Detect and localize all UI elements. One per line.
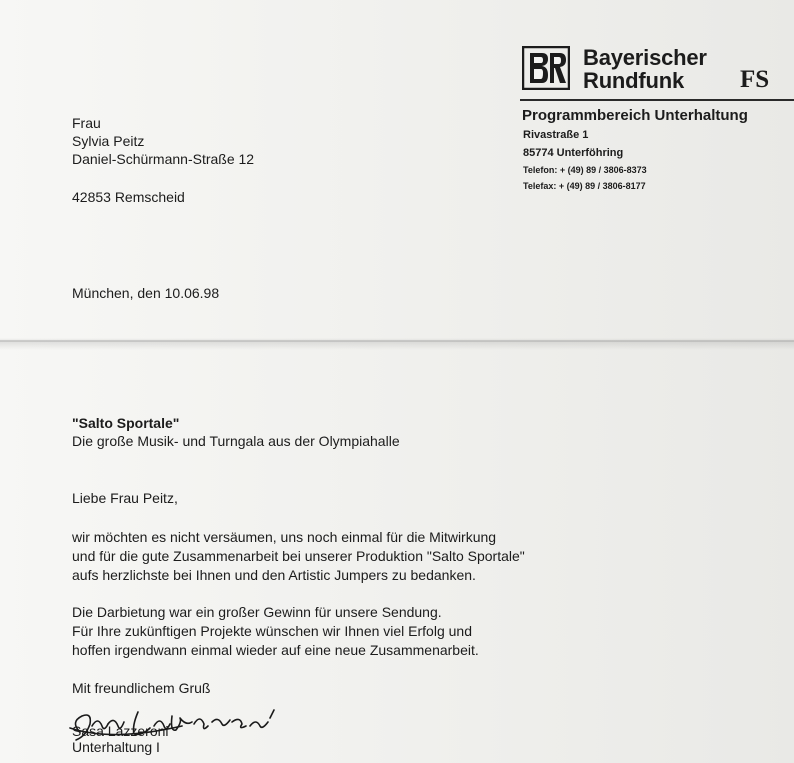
department-title: Programmbereich Unterhaltung bbox=[522, 107, 748, 124]
signature-scribble bbox=[62, 682, 302, 752]
sender-name: Sasa Lazzeroni bbox=[72, 723, 169, 739]
paragraph2-line: Für Ihre zukünftigen Projekte wünschen wir Ihnen viel Erfolg und bbox=[72, 623, 472, 639]
date-line: München, den 10.06.98 bbox=[72, 285, 220, 301]
sender-street: Rivastraße 1 bbox=[523, 129, 589, 141]
brand-name-line2: Rundfunk bbox=[583, 68, 685, 93]
closing-regards: Mit freundlichem Gruß bbox=[72, 680, 211, 696]
paragraph2-line: hoffen irgendwann einmal wieder auf eine neue Zusammenarbeit. bbox=[72, 642, 479, 658]
sender-city: 85774 Unterföhring bbox=[523, 147, 624, 159]
subject-title: "Salto Sportale" bbox=[72, 415, 180, 431]
greeting: Liebe Frau Peitz, bbox=[72, 490, 178, 506]
paragraph2-line: Die Darbietung war ein großer Gewinn für unsere Sendung. bbox=[72, 604, 442, 620]
sender-department: Unterhaltung I bbox=[72, 739, 160, 755]
subject-subtitle: Die große Musik- und Turngala aus der Olympiahalle bbox=[72, 433, 400, 449]
recipient-name: Sylvia Peitz bbox=[72, 133, 145, 149]
br-logo-icon bbox=[522, 46, 570, 90]
paper-fold bbox=[0, 340, 794, 342]
paragraph1-line: aufs herzlichste bei Ihnen und den Artistic Jumpers zu bedanken. bbox=[72, 567, 476, 583]
letterhead-rule bbox=[520, 99, 794, 101]
sender-phone: Telefon: + (49) 89 / 3806-8373 bbox=[523, 165, 647, 175]
sender-fax: Telefax: + (49) 89 / 3806-8177 bbox=[523, 181, 646, 191]
recipient-street: Daniel-Schürmann-Straße 12 bbox=[72, 151, 255, 167]
recipient-salutation: Frau bbox=[72, 115, 101, 131]
brand-name-line1: Bayerischer bbox=[583, 45, 707, 70]
brand-suffix: FS bbox=[740, 66, 770, 93]
paragraph1-line: und für die gute Zusammenarbeit bei unserer Produktion "Salto Sportale" bbox=[72, 548, 525, 564]
recipient-city: 42853 Remscheid bbox=[72, 189, 185, 205]
paragraph1-line: wir möchten es nicht versäumen, uns noch einmal für die Mitwirkung bbox=[72, 529, 497, 545]
